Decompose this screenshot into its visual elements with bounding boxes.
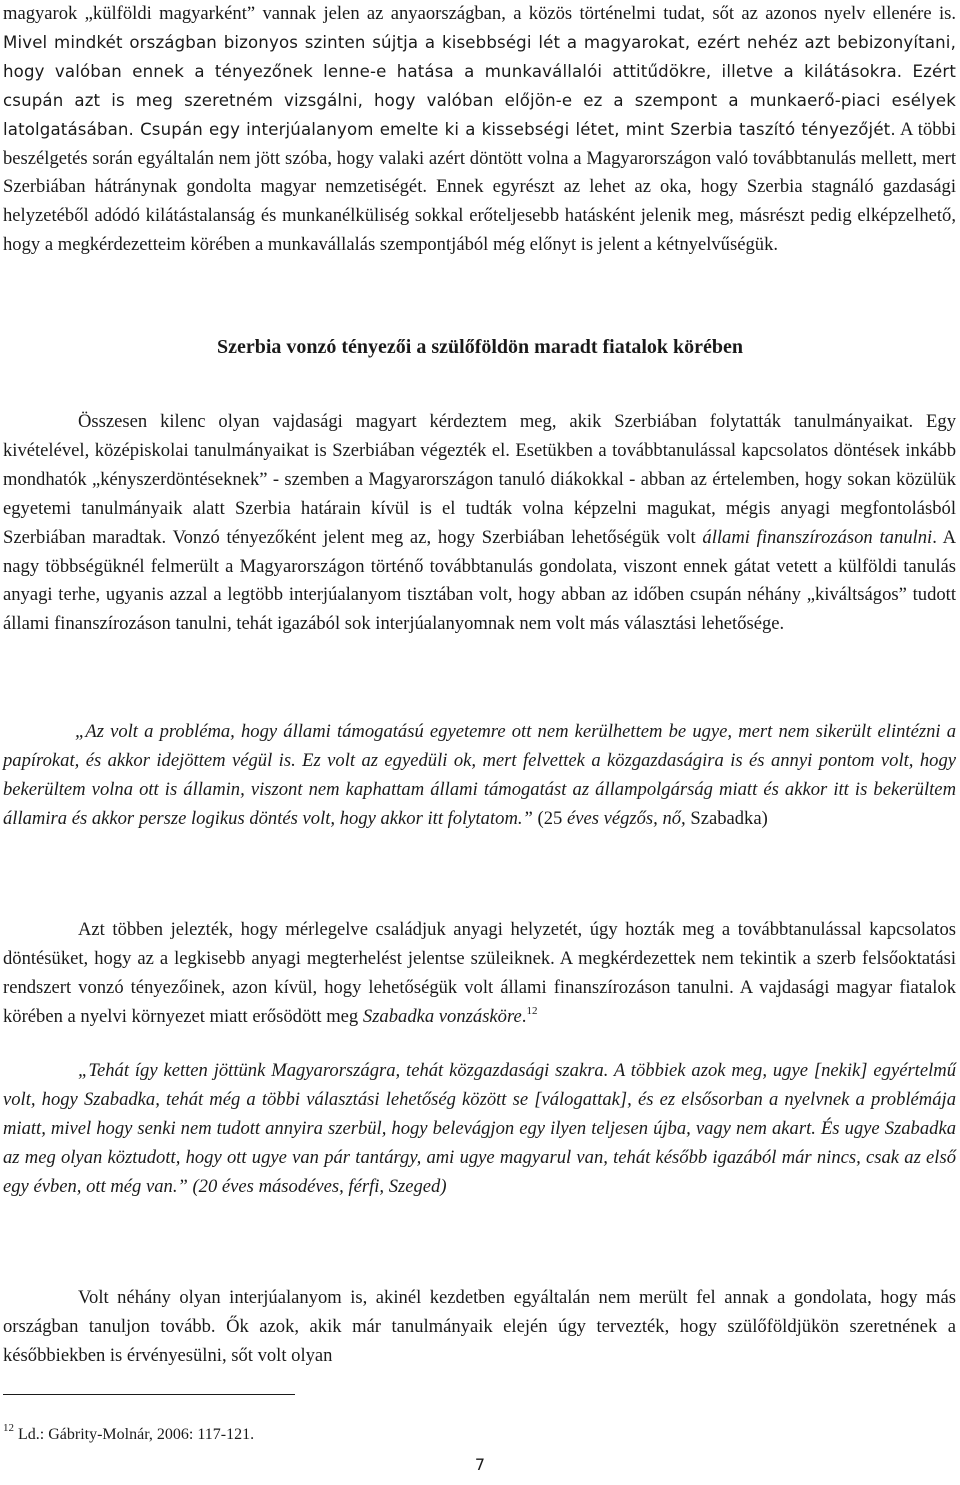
footnote-number: 12 [3,1422,14,1434]
section-heading: Szerbia vonzó tényezői a szülőföldön maradt fiatalok körében [216,336,744,358]
quote-1-attr-open: (25 [532,807,567,829]
quote-1-attr-close: Szabadka) [685,807,768,829]
top-paragraph-serif-a: magyarok „külföldi magyarként” vannak jelen az anyaországban, a közös történelmi tudat, sőt az azonos nyelv ellenére is. [3,3,956,24]
paragraph-2-text-a: Azt többen jelezték, hogy mérlegelve családjuk anyagi helyzetét, úgy hozták meg a továbbtanulással kapcsolatos döntésüket, hogy az a legkisebb anyagi megterhelést jelentse szüleiknek. A megkérdezettek nem tekintik a szerb felsőoktatási rendszert vonzó tényezőinek, azon kívül, hogy lehetőségük volt állami finanszírozáson tanulni. A vajdasági magyar fiatalok körében a nyelvi környezet miatt erősödött meg [3,919,956,1027]
page-number: 7 [474,1455,486,1474]
top-paragraph-sans-a: Mivel mindkét országban bizonyos szinten sújtja a kisebbségi lét a magyarokat, ezért nehéz azt bebizonyítani, hogy valóban ennek a tényezőnek lenne-e hatása a munkavállalói attitűdökre, illetve a kilátásokra. Ezért csupán azt is meg szeretném vizsgálni, hogy valóban előjön-e ez a szempont a munkaerő-piaci esélyek latolgatásában. Csupán egy interjúalanyom emelte ki a kissebségi létet, mint Szerbia taszító tényezőjét. [3,32,956,139]
quote-1 [3,718,956,834]
paragraph-1 [3,408,956,639]
paragraph-1-text-a: Összesen kilenc olyan vajdasági magyart kérdeztem meg, akik Szerbiában folytatták tanulmányaikat. Egy kivételével, középiskolai tanulmányaikat is Szerbiában végezték el. Esetükben a továbbtanulással kapcsolatos döntések inkább mondhatók „kényszerdöntéseknek” - szemben a Magyarországon tanuló diákokkal - abban az értelemben, hogy sokan közülük egyetemi tanulmányaik alatt Szerbia határain kívül is el tudták volna képzelni magukat, mégis anyagi megfontolásból Szerbiában maradtak. Vonzó tényezőként jelent meg az, hogy Szerbiában lehetőségük volt [3,411,956,548]
top-paragraph [3,0,956,260]
paragraph-1-emphasis: állami finanszírozáson tanulni [702,526,933,548]
footnote-text: Ld.: Gábrity-Molnár, 2006: 117-121. [14,1426,255,1443]
footnote-separator [3,1394,295,1395]
paragraph-2-text-b: . [521,1005,527,1027]
quote-2 [3,1057,956,1202]
quote-1-text: „Az volt a probléma, hogy állami támogatású egyetemre ott nem kerülhettem be ugye, mert nem sikerült elintézni a papírokat, és akkor idejöttem végül is. Ez volt az egyedüli ok, mert felvettek a közgazdaságira is és annyi pontom volt, hogy bekerültem volna ott is államin, viszont nem kaphattam állami támogatást az állampolgárság miatt és akkor itt is bekerültem államira és akkor persze logikus döntés volt, hogy akkor itt folytatom.” [3,721,956,829]
paragraph-2 [3,916,956,1032]
quote-2-attribution: (20 éves másodéves, férfi, Szeged) [187,1175,447,1197]
footnote [3,1422,255,1445]
paragraph-1-text-b: . A nagy többségüknél felmerült a Magyarországon történő továbbtanulás gondolata, viszont ennek gátat vetett a külföldi tanulás anyagi terhe, ugyanis azzal a legtöbb interjúalanyom tisztában volt, hogy abban az időben csupán néhány „kiváltságos” tudott állami finanszírozáson tanulni, tehát igazából sok interjúalanyomnak nem volt más választási lehetősége. [3,526,956,635]
top-paragraph-serif-b: A többi beszélgetés során egyáltalán nem jött szóba, hogy valaki azért döntött volna a Magyarországon való továbbtanulás mellett, mert Szerbiában hátránynak gondolta magyar nemzetiségét. Ennek egyrészt az lehet az oka, hogy Szerbia stagnáló gazdasági helyzetéből adódó kilátástalanság és munkanélküliség sokkal erőteljesebb hatásként jelenik meg, másrészt pedig elképzelhető, hogy a megkérdezetteim körében a munkavállalás szempontjából még előnyt is jelent a kétnyelvűségük. [3,118,956,256]
footnote-reference[interactable]: 12 [526,1004,538,1017]
paragraph-2-emphasis: Szabadka vonzásköre [362,1005,522,1027]
quote-2-text: „Tehát így ketten jöttünk Magyarországra, tehát közgazdasági szakra. A többiek azok meg, ugye [nekik] egyértelmű volt, hogy Szabadka, tehát még a többi választási lehetőség között se [válogattak], és ez elsősorban a nyelvnek a problémája miatt, mivel hogy senki nem tudott annyira szerbül, hogy belevágjon egy ilyen teljesen újba, vagy nem akart. És ugye Szabadka az meg olyan köztudott, hogy ott ugye van pár tantárgy, ami ugye magyarul van, tehát később igazából már nincs, csak az első egy évben, ott még van.” [3,1060,956,1197]
paragraph-3: Volt néhány olyan interjúalanyom is, akinél kezdetben egyáltalán nem merült fel annak a gondolata, hogy más országban tanuljon tovább. Ők azok, akik már tanulmányaik elején úgy tervezték, hogy szülőföldjükön szeretnének a későbbiekben is érvényesülni, sőt volt olyan [3,1287,956,1366]
quote-1-attr-italic: éves végzős, nő, [566,807,686,829]
